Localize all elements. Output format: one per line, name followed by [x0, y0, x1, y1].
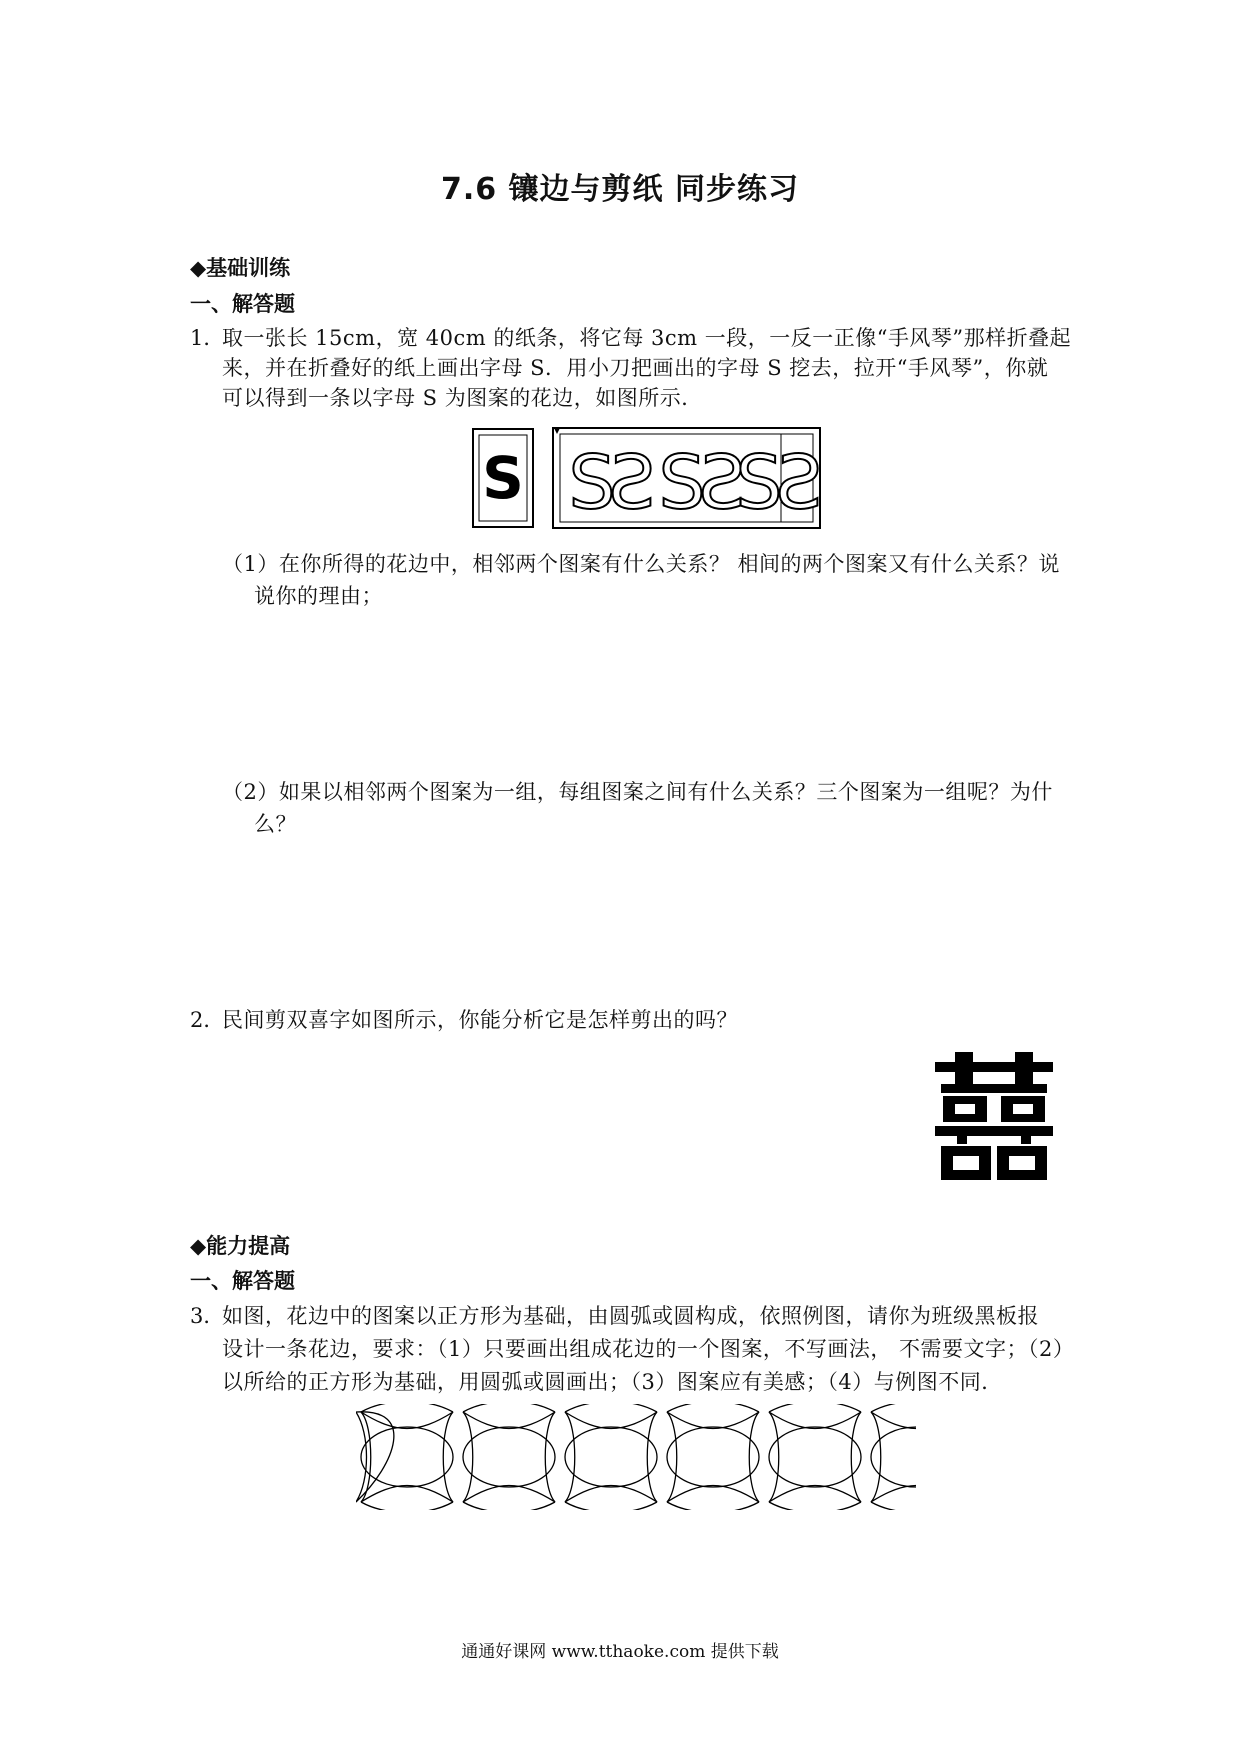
strip-s-1: S	[568, 440, 616, 526]
strip-s-2: S	[608, 440, 656, 526]
question-1-part-1-line-1: （1）在你所得的花边中，相邻两个图案有什么关系？ 相间的两个图案又有什么关系？说	[222, 552, 1061, 576]
question-number-2: 2．	[190, 1008, 225, 1032]
section-heading-advanced: ◆能力提高	[190, 1234, 291, 1258]
strip-s-4: S	[698, 440, 746, 526]
question-1-line-1: 取一张长 15cm，宽 40cm 的纸条，将它每 3cm 一段，一反一正像“手风琴”那样折叠起	[222, 326, 1072, 350]
question-1-line-2: 来，并在折叠好的纸上画出字母 S．用小刀把画出的字母 S 挖去，拉开“手风琴”，你就	[222, 356, 1049, 380]
question-1-part-1-line-2: 说你的理由；	[254, 584, 383, 608]
double-happiness-papercut-figure	[935, 1052, 1053, 1180]
page-footer: 通通好课网 www.tthaoke.com 提供下载	[461, 1642, 779, 1662]
s-letter-card-figure	[472, 428, 534, 528]
question-3-line-3: 以所给的正方形为基础，用圆弧或圆画出；（3）图案应有美感；（4）与例图不同．	[222, 1370, 1003, 1394]
section-heading-basic: ◆基础训练	[190, 256, 291, 280]
strip-s-5: S	[735, 440, 783, 526]
strip-s-6: S	[775, 440, 822, 526]
question-3-line-2: 设计一条花边，要求：（1）只要画出组成花边的一个图案，不写画法， 不需要文字；（2）	[222, 1337, 1075, 1361]
question-number-1: 1．	[190, 326, 225, 350]
arc-border-example-figure	[356, 1404, 918, 1510]
question-3-line-1: 如图，花边中的图案以正方形为基础，由圆弧或圆构成，依照例图，请你为班级黑板报	[222, 1304, 1039, 1328]
figure-s-letter: S	[482, 444, 524, 512]
section-subheading-answer: 一、解答题	[190, 292, 295, 316]
section-subheading-answer-2: 一、解答题	[190, 1269, 295, 1293]
question-number-3: 3．	[190, 1304, 225, 1328]
question-1-line-3: 可以得到一条以字母 S 为图案的花边，如图所示．	[222, 386, 703, 410]
page-title: 7.6 镶边与剪纸 同步练习	[440, 172, 800, 207]
question-1-part-2-line-1: （2）如果以相邻两个图案为一组，每组图案之间有什么关系？三个图案为一组呢？为什	[222, 780, 1053, 804]
strip-s-3: S	[658, 440, 706, 526]
s-border-strip-figure	[552, 426, 822, 530]
question-2-text: 民间剪双喜字如图所示，你能分析它是怎样剪出的吗？	[222, 1008, 738, 1032]
question-1-part-2-line-2: 么？	[254, 812, 297, 836]
